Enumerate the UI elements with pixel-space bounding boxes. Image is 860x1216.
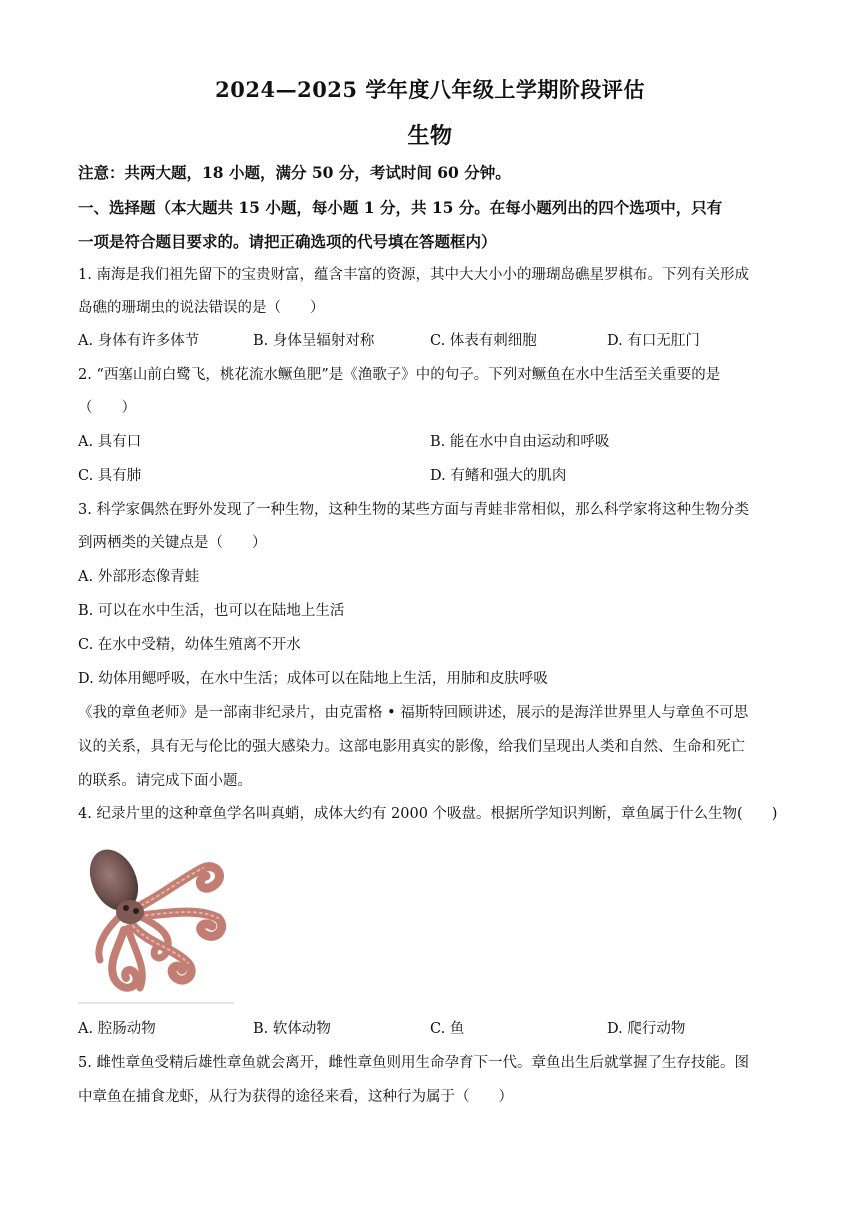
q3-stem-line2: 到两栖类的关键点是（ ）	[78, 535, 267, 551]
section-heading-line2: 一项是符合题目要求的。请把正确选项的代号填在答题框内）	[78, 232, 497, 251]
q3-option-d: D. 幼体用鳃呼吸，在水中生活；成体可以在陆地上生活，用肺和皮肤呼吸	[78, 671, 548, 687]
q1-option-d: D. 有口无肛门	[607, 333, 700, 349]
q3-option-b: B. 可以在水中生活，也可以在陆地上生活	[78, 603, 345, 619]
passage-line3: 的联系。请完成下面小题。	[78, 773, 252, 789]
q1-stem-line1: 1. 南海是我们祖先留下的宝贵财富，蕴含丰富的资源，其中大大小小的珊瑚岛礁星罗棋布。下列有关形成	[78, 267, 749, 283]
q4-option-d: D. 爬行动物	[607, 1021, 686, 1037]
q4-stem-line1: 4. 纪录片里的这种章鱼学名叫真蛸，成体大约有 2000 个吸盘。根据所学知识判断，章鱼属于什么生物( )	[78, 806, 778, 822]
q4-option-c: C. 鱼	[430, 1021, 465, 1037]
q3-option-a: A. 外部形态像青蛙	[78, 569, 200, 585]
q5-stem-line2: 中章鱼在捕食龙虾，从行为获得的途径来看，这种行为属于（ ）	[78, 1089, 513, 1105]
q4-option-b: B. 软体动物	[253, 1021, 331, 1037]
q3-stem-line1: 3. 科学家偶然在野外发现了一种生物，这种生物的某些方面与青蛙非常相似，那么科学家将这种生物分类	[78, 502, 749, 518]
q2-option-a: A. 具有口	[78, 434, 142, 450]
q2-option-b: B. 能在水中自由运动和呼吸	[430, 434, 610, 450]
q1-option-c: C. 体表有刺细胞	[430, 333, 537, 349]
q2-stem-line1: 2. “西塞山前白鹭飞，桃花流水鳜鱼肥”是《渔歌子》中的句子。下列对鳜鱼在水中生活至关重要的是	[78, 367, 721, 383]
q2-stem-line2: （ ）	[78, 400, 136, 416]
q5-stem-line1: 5. 雌性章鱼受精后雄性章鱼就会离开，雌性章鱼则用生命孕育下一代。章鱼出生后就掌握了生存技能。图	[78, 1055, 749, 1071]
section-heading-line1: 一、选择题（本大题共 15 小题，每小题 1 分，共 15 分。在每小题列出的四个选项中，只有	[78, 198, 723, 217]
exam-title: 2024—2025 学年度八年级上学期阶段评估	[215, 77, 645, 102]
q1-option-a: A. 身体有许多体节	[78, 333, 200, 349]
notice: 注意：共两大题，18 小题，满分 50 分，考试时间 60 分钟。	[78, 163, 511, 182]
q2-option-c: C. 具有肺	[78, 468, 142, 484]
passage-line1: 《我的章鱼老师》是一部南非纪录片，由克雷格 • 福斯特回顾讲述，展示的是海洋世界里人与章鱼不可思	[78, 705, 749, 721]
q1-stem-line2: 岛礁的珊瑚虫的说法错误的是（ ）	[78, 300, 325, 316]
q4-option-a: A. 腔肠动物	[78, 1021, 156, 1037]
octopus-image	[78, 838, 234, 1004]
passage-line2: 议的关系，具有无与伦比的强大感染力。这部电影用真实的影像，给我们呈现出人类和自然、生命和死亡	[78, 739, 745, 755]
q3-option-c: C. 在水中受精，幼体生殖离不开水	[78, 637, 301, 653]
q1-option-b: B. 身体呈辐射对称	[253, 333, 375, 349]
subject-title: 生物	[407, 123, 453, 149]
q2-option-d: D. 有鳍和强大的肌肉	[430, 468, 567, 484]
